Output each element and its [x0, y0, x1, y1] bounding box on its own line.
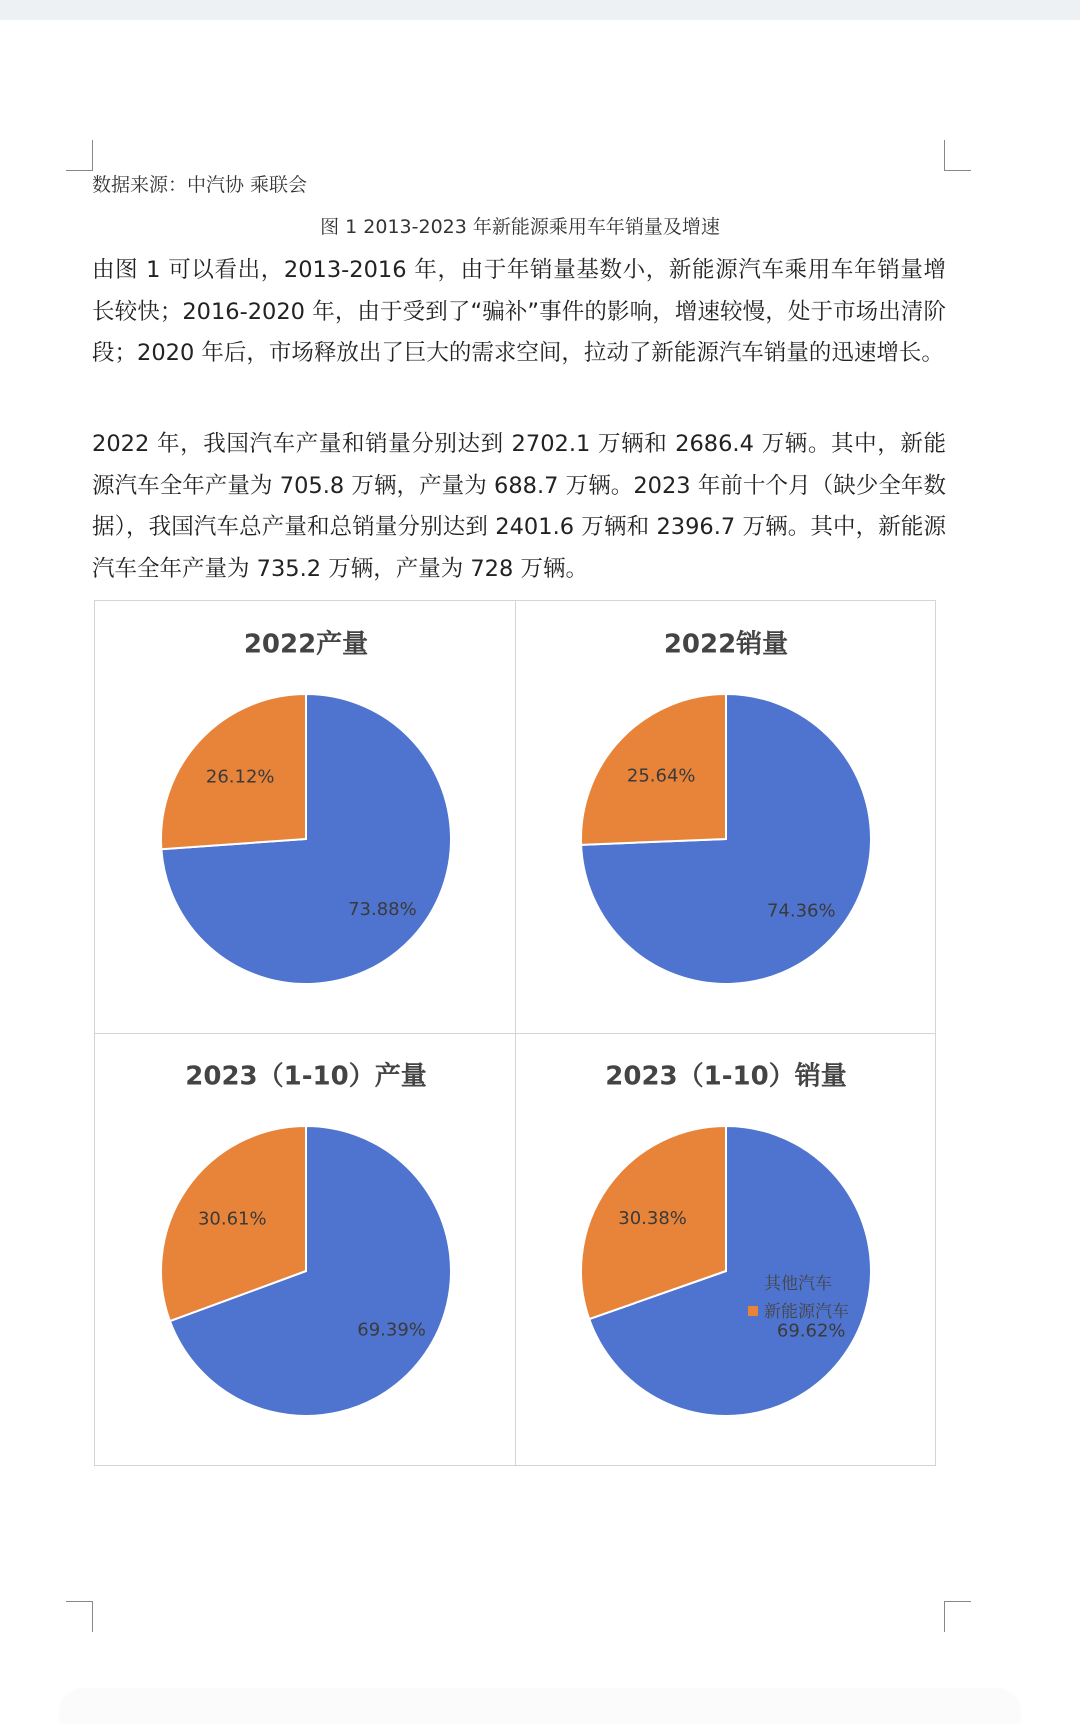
pie-2023-production-label-other-cars: 69.39%: [357, 1319, 426, 1341]
pie-charts-svg: [95, 601, 937, 1467]
page-corner-mark-top-left: [66, 140, 93, 171]
pie-2023-production-label-new-energy: 30.61%: [197, 1208, 267, 1230]
figure-caption: 图 1 2013-2023 年新能源乘用车年销量及增速: [320, 216, 720, 238]
top-status-bar: [0, 0, 1080, 20]
legend-label-other-cars: 其他汽车: [764, 1274, 832, 1294]
pie-2022-sales-label-other-cars: 74.36%: [766, 900, 836, 922]
pie-chart-grid: [94, 600, 936, 1466]
pie-2023-production-title: 2023（1-10）产量: [185, 1061, 427, 1092]
page-corner-mark-bottom-left: [66, 1601, 93, 1632]
pie-2022-production-label-other-cars: 73.88%: [348, 899, 417, 921]
pie-2023-sales-title: 2023（1-10）销量: [605, 1061, 847, 1092]
page-corner-mark-top-right: [944, 140, 971, 171]
pie-2022-production-label-new-energy: 26.12%: [205, 766, 275, 788]
pie-2022-production-title: 2022产量: [243, 629, 369, 660]
pie-2022-sales-title: 2022销量: [663, 629, 789, 660]
pie-2022-sales-label-new-energy: 25.64%: [626, 765, 696, 787]
legend-swatch-other-cars: [748, 1278, 758, 1288]
pie-2023-sales-label-other-cars: 69.62%: [776, 1320, 846, 1342]
pie-2023-sales-label-new-energy: 30.38%: [618, 1208, 687, 1229]
body-paragraph-1: 由图 1 可以看出，2013-2016 年，由于年销量基数小，新能源汽车乘用车年销量增长较快；2016-2020 年，由于受到了“骗补”事件的影响，增速较慢，处于市场出清阶段；2020 年后，市场释放出了巨大的需求空间，拉动了新能源汽车销量的迅速增长。: [92, 257, 946, 366]
body-paragraph-2: 2022 年，我国汽车产量和销量分别达到 2702.1 万辆和 2686.4 万辆。其中，新能源汽车全年产量为 705.8 万辆，产量为 688.7 万辆。2023 年前十个月（缺少全年数据），我国汽车总产量和总销量分别达到 2401.6 万辆和 2396.7 万辆。其中，新能源汽车全年产量为 735.2 万辆，产量为 728 万辆。: [92, 431, 946, 582]
legend-swatch-new-energy: [748, 1306, 758, 1316]
legend-label-new-energy: 新能源汽车: [764, 1302, 849, 1322]
page-corner-mark-bottom-right: [944, 1601, 971, 1632]
bottom-toolbar: [60, 1690, 1020, 1724]
data-source-line: 数据来源：中汽协 乘联会: [92, 174, 308, 196]
